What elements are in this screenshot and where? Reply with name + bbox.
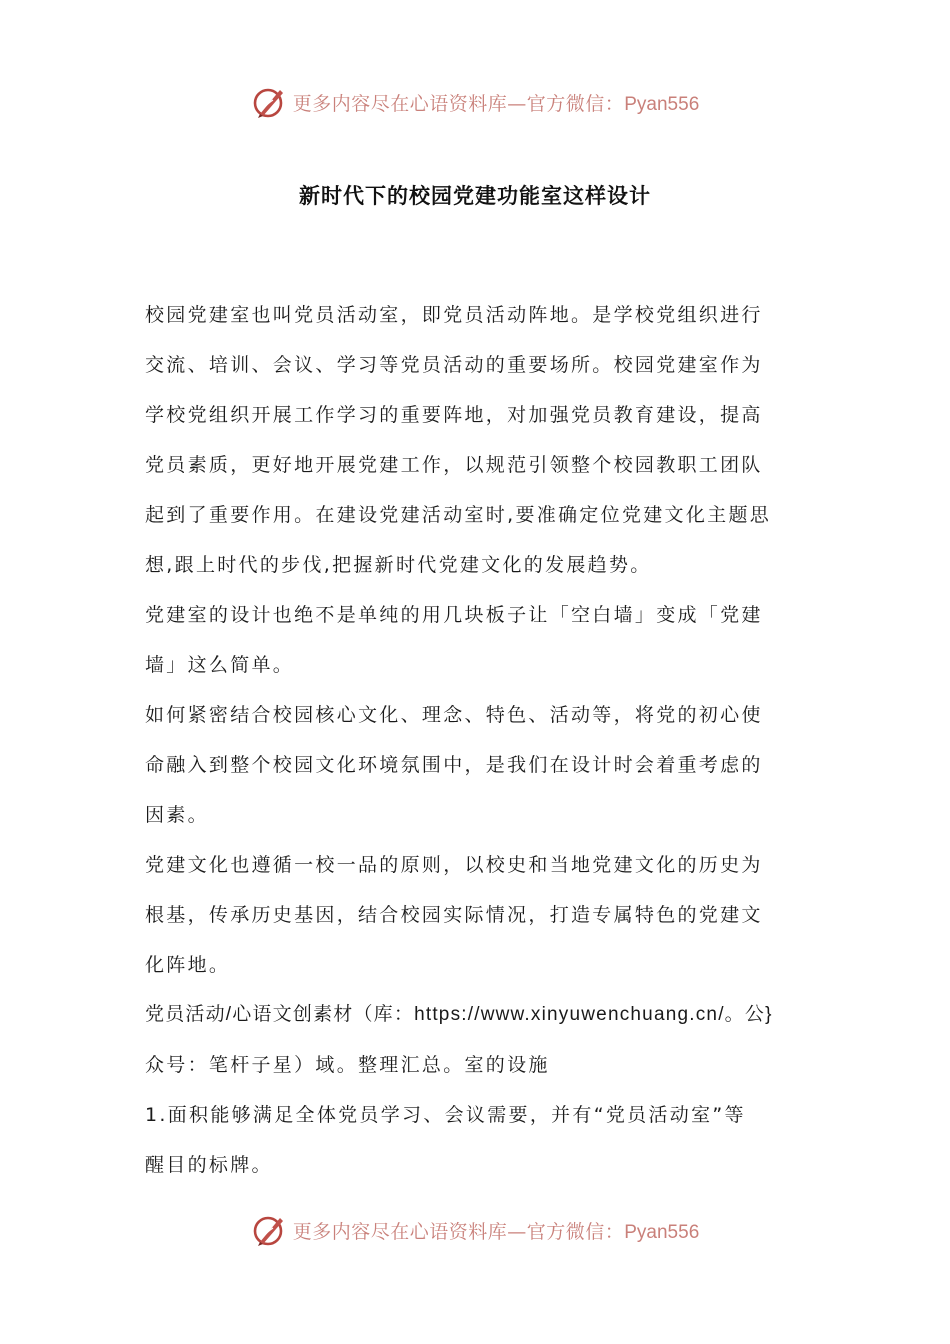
text-line: 命融入到整个校园文化环境氛围中，是我们在设计时会着重考虑的 <box>145 754 763 776</box>
text-line: 党员素质，更好地开展党建工作，以规范引领整个校园教职工团队 <box>145 454 763 476</box>
text-line: 想,跟上时代的步伐,把握新时代党建文化的发展趋势。 <box>145 554 652 576</box>
text-line: 起到了重要作用。在建设党建活动室时,要准确定位党建文化主题思 <box>145 504 772 526</box>
header-banner-text: 更多内容尽在心语资料库—官方微信：Pyan556 <box>292 92 700 115</box>
pen-in-circle-icon <box>251 1212 287 1248</box>
footer-banner-text: 更多内容尽在心语资料库—官方微信：Pyan556 <box>292 1220 700 1243</box>
text-line-with-url: 党员活动/心语文创素材（库：https://www.xinyuwenchuang.cn/。公} <box>145 1004 773 1025</box>
pen-in-circle-icon <box>251 84 287 120</box>
footer-banner <box>0 1210 950 1250</box>
wechat-id: Pyan556 <box>624 1221 700 1243</box>
text-line: 众号：笔杆子星）域。整理汇总。室的设施 <box>145 1054 550 1076</box>
wechat-id: Pyan556 <box>624 93 700 115</box>
text-line: 醒目的标牌。 <box>145 1154 273 1176</box>
text-line: 化阵地。 <box>145 954 231 976</box>
text-line: 党建室的设计也绝不是单纯的用几块板子让「空白墙」变成「党建 <box>145 604 763 626</box>
text-line: 根基，传承历史基因，结合校园实际情况，打造专属特色的党建文 <box>145 904 763 926</box>
page-title: 新时代下的校园党建功能室这样设计 <box>299 183 651 208</box>
text-line: 学校党组织开展工作学习的重要阵地，对加强党员教育建设，提高 <box>145 404 763 426</box>
text-line: 墙」这么简单。 <box>145 654 295 676</box>
text-line: 如何紧密结合校园核心文化、理念、特色、活动等，将党的初心使 <box>145 704 763 726</box>
header-banner <box>0 82 950 122</box>
text-line: 1.面积能够满足全体党员学习、会议需要，并有“党员活动室”等 <box>145 1104 746 1126</box>
article-body <box>145 290 810 1190</box>
text-line: 校园党建室也叫党员活动室，即党员活动阵地。是学校党组织进行 <box>145 304 763 326</box>
text-line: 党建文化也遵循一校一品的原则，以校史和当地党建文化的历史为 <box>145 854 763 876</box>
text-line: 交流、培训、会议、学习等党员活动的重要场所。校园党建室作为 <box>145 354 763 376</box>
text-line: 因素。 <box>145 804 209 826</box>
